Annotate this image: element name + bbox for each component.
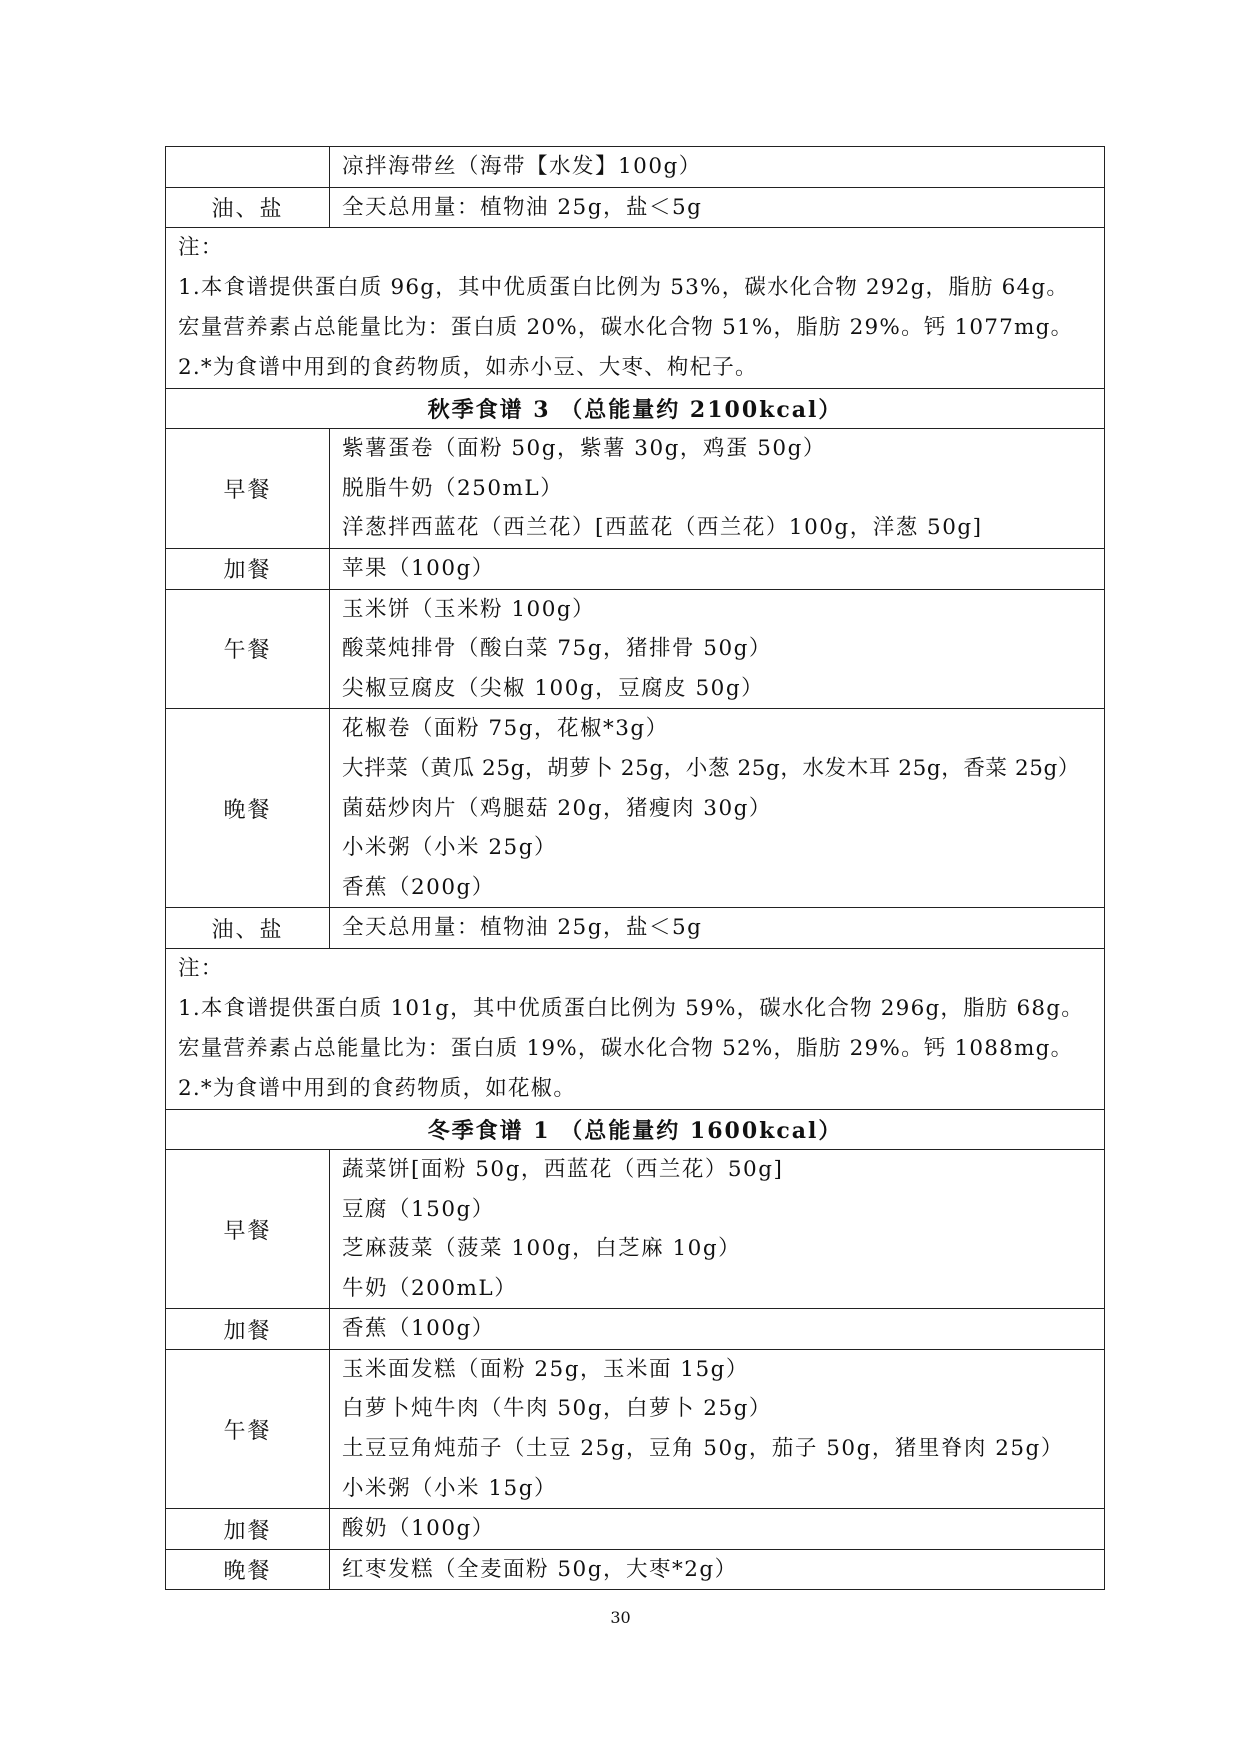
table-row — [166, 1349, 1105, 1508]
note-row — [166, 948, 1105, 1109]
dish-item: 玉米面发糕（面粉 25g，玉米面 15g） — [342, 1356, 749, 1382]
note-line: 宏量营养素占总能量比为：蛋白质 20%，碳水化合物 51%，脂肪 29%。钙 1077mg。 — [178, 315, 1074, 341]
dish-cell — [330, 709, 1105, 908]
dish-item: 豆腐（150g） — [342, 1196, 495, 1222]
recipe-table — [165, 146, 1105, 1590]
table-row — [166, 908, 1105, 949]
dish-item: 土豆豆角炖茄子（土豆 25g，豆角 50g，茄子 50g，猪里脊肉 25g） — [342, 1436, 1064, 1462]
meal-label: 午餐 — [166, 589, 330, 709]
dish-item: 牛奶（200mL） — [342, 1275, 518, 1301]
dish-item: 紫薯蛋卷（面粉 50g，紫薯 30g，鸡蛋 50g） — [342, 436, 826, 462]
table-row — [166, 548, 1105, 589]
note-title: 注： — [178, 955, 224, 981]
table-row — [166, 709, 1105, 908]
section-title-row — [166, 389, 1105, 429]
dish-item: 小米粥（小米 15g） — [342, 1475, 557, 1501]
table-row — [166, 147, 1105, 188]
table-row — [166, 589, 1105, 709]
dish-item: 大拌菜（黄瓜 25g，胡萝卜 25g，小葱 25g，水发木耳 25g，香菜 25g） — [342, 755, 1080, 781]
dish-item: 香蕉（200g） — [342, 874, 495, 900]
meal-label: 油、盐 — [166, 187, 330, 228]
note-cell — [166, 948, 1105, 1109]
table-row — [166, 1509, 1105, 1550]
dish-item: 脱脂牛奶（250mL） — [342, 475, 564, 501]
table-row — [166, 429, 1105, 549]
dish-item: 白萝卜炖牛肉（牛肉 50g，白萝卜 25g） — [342, 1396, 772, 1422]
table-row — [166, 187, 1105, 228]
meal-label: 早餐 — [166, 429, 330, 549]
dish-item: 菌菇炒肉片（鸡腿菇 20g，猪瘦肉 30g） — [342, 795, 772, 821]
note-line: 宏量营养素占总能量比为：蛋白质 19%，碳水化合物 52%，脂肪 29%。钙 1088mg。 — [178, 1035, 1074, 1061]
meal-label: 晚餐 — [166, 709, 330, 908]
meal-label: 油、盐 — [166, 908, 330, 949]
note-line: 1.本食谱提供蛋白质 96g，其中优质蛋白比例为 53%，碳水化合物 292g，脂肪 64g。 — [178, 275, 1070, 301]
note-line: 2.*为食谱中用到的食药物质，如赤小豆、大枣、枸杞子。 — [178, 355, 758, 381]
section-title-row — [166, 1109, 1105, 1149]
dish-item: 尖椒豆腐皮（尖椒 100g，豆腐皮 50g） — [342, 675, 765, 701]
dish-item: 酸菜炖排骨（酸白菜 75g，猪排骨 50g） — [342, 636, 772, 662]
note-title: 注： — [178, 235, 224, 261]
meal-label-empty — [166, 147, 330, 188]
dish-cell — [330, 147, 1105, 188]
meal-label: 早餐 — [166, 1149, 330, 1308]
dish-item: 玉米饼（玉米粉 100g） — [342, 596, 596, 622]
dish-cell — [330, 1149, 1105, 1308]
dish-item: 蔬菜饼[面粉 50g，西蓝花（西兰花）50g] — [342, 1156, 784, 1182]
meal-label: 加餐 — [166, 548, 330, 589]
dish-item: 香蕉（100g） — [342, 1316, 495, 1342]
meal-label: 午餐 — [166, 1349, 330, 1508]
meal-label: 晚餐 — [166, 1549, 330, 1590]
meal-label: 加餐 — [166, 1509, 330, 1550]
table-row — [166, 1309, 1105, 1350]
dish-cell — [330, 1549, 1105, 1590]
note-row — [166, 228, 1105, 389]
dish-cell — [330, 429, 1105, 549]
dish-cell — [330, 1509, 1105, 1550]
dish-item: 凉拌海带丝（海带【水发】100g） — [342, 154, 702, 179]
note-line: 1.本食谱提供蛋白质 101g，其中优质蛋白比例为 59%，碳水化合物 296g，脂肪 68g。 — [178, 995, 1084, 1021]
oil-salt-text: 全天总用量：植物油 25g，盐＜5g — [342, 194, 703, 220]
dish-item: 洋葱拌西蓝花（西兰花）[西蓝花（西兰花）100g，洋葱 50g] — [342, 515, 983, 541]
oil-salt-text: 全天总用量：植物油 25g，盐＜5g — [342, 915, 703, 941]
dish-item: 红枣发糕（全麦面粉 50g，大枣*2g） — [342, 1556, 738, 1582]
dish-cell — [330, 908, 1105, 949]
dish-cell — [330, 548, 1105, 589]
dish-cell — [330, 1349, 1105, 1508]
page-number: 30 — [610, 1608, 631, 1627]
note-cell — [166, 228, 1105, 389]
dish-cell — [330, 187, 1105, 228]
dish-item: 小米粥（小米 25g） — [342, 835, 557, 861]
dish-cell — [330, 1309, 1105, 1350]
section-title: 冬季食谱 1 （总能量约 1600kcal） — [166, 1109, 1105, 1149]
dish-item: 芝麻菠菜（菠菜 100g，白芝麻 10g） — [342, 1236, 742, 1262]
dish-item: 酸奶（100g） — [342, 1516, 495, 1542]
note-line: 2.*为食谱中用到的食药物质，如花椒。 — [178, 1075, 577, 1101]
table-row — [166, 1549, 1105, 1590]
dish-cell — [330, 589, 1105, 709]
meal-label: 加餐 — [166, 1309, 330, 1350]
table-row — [166, 1149, 1105, 1308]
dish-item: 花椒卷（面粉 75g，花椒*3g） — [342, 716, 669, 742]
section-title: 秋季食谱 3 （总能量约 2100kcal） — [166, 389, 1105, 429]
dish-item: 苹果（100g） — [342, 555, 495, 581]
